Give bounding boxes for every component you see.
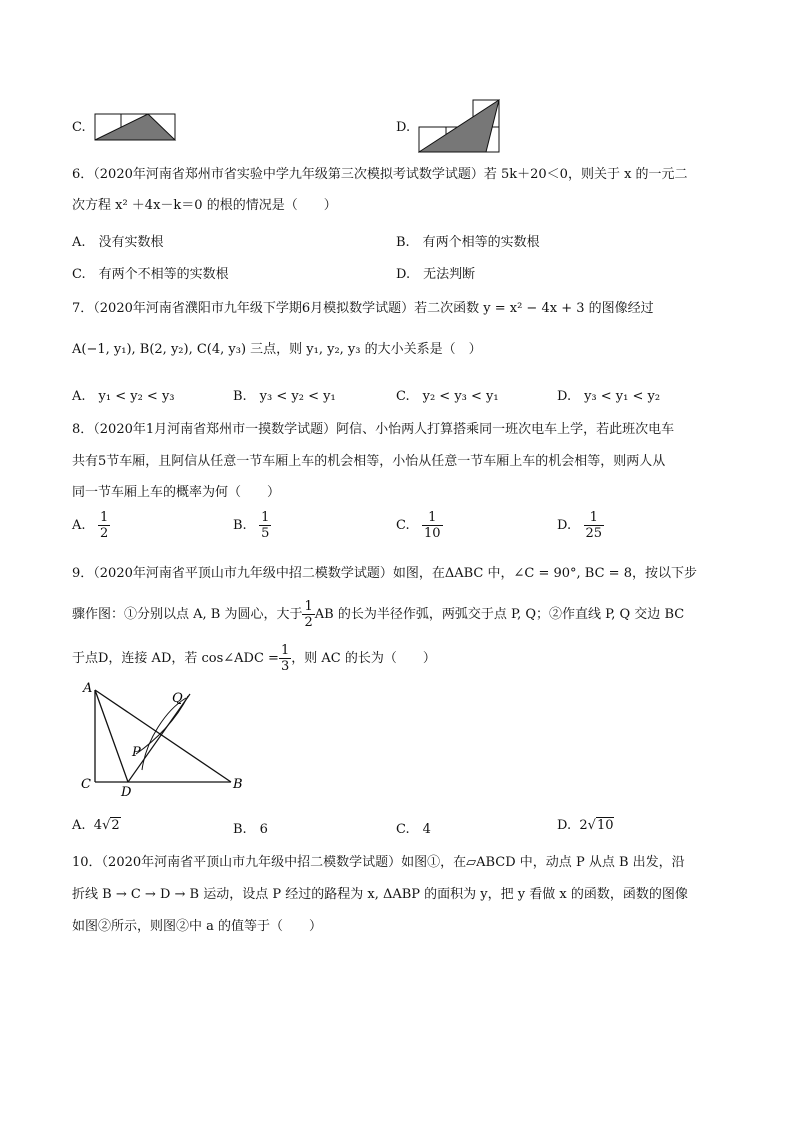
q6-stem-line2: 次方程 x² ＋4x－k＝0 的根的情况是（ ） <box>72 198 337 213</box>
q9-stem-line2-part2: AB 的长为半径作弧，两弧交于点 P, Q；②作直线 P, Q 交边 BC <box>314 607 685 622</box>
fraction-numerator: 1 <box>584 510 605 526</box>
q9-stem-line1: 9．（2020年河南省平顶山市九年级中招二模数学试题）如图，在ΔABC 中，∠C = 90°, BC = 8，按以下步 <box>72 566 697 581</box>
q7-option-c: C. y₂ < y₃ < y₁ <box>396 389 499 404</box>
q9-label-c: C <box>81 777 91 792</box>
fraction-numerator: 1 <box>280 643 290 658</box>
q8-option-b-label: B. <box>233 518 247 533</box>
q8-option-a <box>72 510 110 541</box>
fraction-numerator: 1 <box>99 510 109 525</box>
q8-option-b-fraction <box>259 510 271 541</box>
q9-stem-line2-part1: 骤作图：①分别以点 A, B 为圆心，大于 <box>72 607 303 622</box>
q9-triangle-figure <box>76 680 256 800</box>
q6-option-a: A. 没有实数根 <box>72 235 164 250</box>
q9-option-c: C. 4 <box>396 822 431 837</box>
fraction-numerator: 1 <box>304 599 313 614</box>
q7-option-d: D. y₃ < y₁ < y₂ <box>557 389 661 404</box>
q5-option-c-figure <box>94 113 178 141</box>
q8-stem-line2: 共有5节车厢，且阿信从任意一节车厢上车的机会相等，小怡从任意一节车厢上车的机会相等，则两人从 <box>72 454 666 469</box>
q9-label-b: B <box>233 777 243 792</box>
q8-option-b <box>233 510 271 541</box>
q8-option-c <box>396 510 443 541</box>
q5-option-c-label: C. <box>72 120 86 135</box>
q9-option-d: D. 2√10 <box>557 818 614 833</box>
q5-option-d-figure <box>418 99 502 153</box>
q6-option-b: B. 有两个相等的实数根 <box>396 235 540 250</box>
q5-option-d-label: D. <box>396 120 411 135</box>
q8-option-c-label: C. <box>396 518 410 533</box>
q9-label-q: Q <box>172 691 183 706</box>
q9-stem-line2 <box>72 598 684 632</box>
q9-cos-fraction <box>279 643 291 674</box>
q8-option-d-label: D. <box>557 518 572 533</box>
q7-stem-line1: 7．（2020年河南省濮阳市九年级下学期6月模拟数学试题）若二次函数 y = x² − 4x + 3 的图像经过 <box>72 301 654 316</box>
fraction-denominator: 5 <box>261 526 270 541</box>
q6-option-c: C. 有两个不相等的实数根 <box>72 267 229 282</box>
q10-stem-line3: 如图②所示，则图②中 a 的值等于（ ） <box>72 919 323 934</box>
q6-option-d: D. 无法判断 <box>396 267 476 282</box>
q9-label-p: P <box>132 745 141 760</box>
q9-option-b: B. 6 <box>233 822 268 837</box>
q8-stem-line1: 8．（2020年1月河南省郑州市一摸数学试题）阿信、小怡两人打算搭乘同一班次电车上学，若此班次电车 <box>72 422 675 437</box>
fraction-denominator: 2 <box>304 615 313 630</box>
q9-label-d: D <box>121 785 132 800</box>
q9-option-a-coef: 4 <box>93 818 103 833</box>
q8-option-a-label: A. <box>72 518 86 533</box>
q9-option-a: A. 4√2 <box>72 818 120 833</box>
q9-stem-line3 <box>72 642 436 676</box>
q9-option-a-radicand: 2 <box>111 818 120 833</box>
q7-option-a: A. y₁ < y₂ < y₃ <box>72 389 175 404</box>
q9-label-a: A <box>83 681 93 696</box>
q8-option-a-fraction <box>98 510 110 541</box>
fraction-denominator: 2 <box>99 526 109 541</box>
q10-stem-line2: 折线 B → C → D → B 运动，设点 P 经过的路程为 x, ΔABP 的面积为 y，把 y 看做 x 的函数，函数的图像 <box>72 887 688 902</box>
q9-option-d-coef: 2 <box>579 818 588 833</box>
q8-option-d <box>557 510 604 541</box>
fraction-numerator: 1 <box>261 510 270 525</box>
q10-stem-line1: 10．（2020年河南省平顶山市九年级中招二模数学试题）如图①，在▱ABCD 中，动点 P 从点 B 出发，沿 <box>72 855 685 870</box>
q9-half-fraction <box>302 599 314 630</box>
q9-option-d-radicand: 10 <box>596 818 614 833</box>
q8-option-c-fraction <box>422 510 443 541</box>
q9-option-d-label: D. <box>557 818 572 833</box>
q8-option-d-fraction <box>584 510 605 541</box>
fraction-denominator: 25 <box>585 526 603 541</box>
q9-option-a-label: A. <box>72 818 86 833</box>
q7-option-b: B. y₃ < y₂ < y₁ <box>233 389 336 404</box>
q7-stem-line2: A(−1, y₁), B(2, y₂), C(4, y₃) 三点，则 y₁, y₂, y₃ 的大小关系是（ ） <box>72 342 482 357</box>
fraction-numerator: 1 <box>422 510 443 526</box>
q9-stem-line3-part1: 于点D，连接 AD，若 cos∠ADC = <box>72 651 279 666</box>
q6-stem-line1: 6．（2020年河南省郑州市省实验中学九年级第三次模拟考试数学试题）若 5k＋20＜0，则关于 x 的一元二 <box>72 167 688 182</box>
q8-stem-line3: 同一节车厢上车的概率为何（ ） <box>72 485 281 500</box>
q9-stem-line3-part2: ，则 AC 的长为（ ） <box>291 651 436 666</box>
fraction-denominator: 10 <box>424 526 441 541</box>
fraction-denominator: 3 <box>280 659 290 674</box>
